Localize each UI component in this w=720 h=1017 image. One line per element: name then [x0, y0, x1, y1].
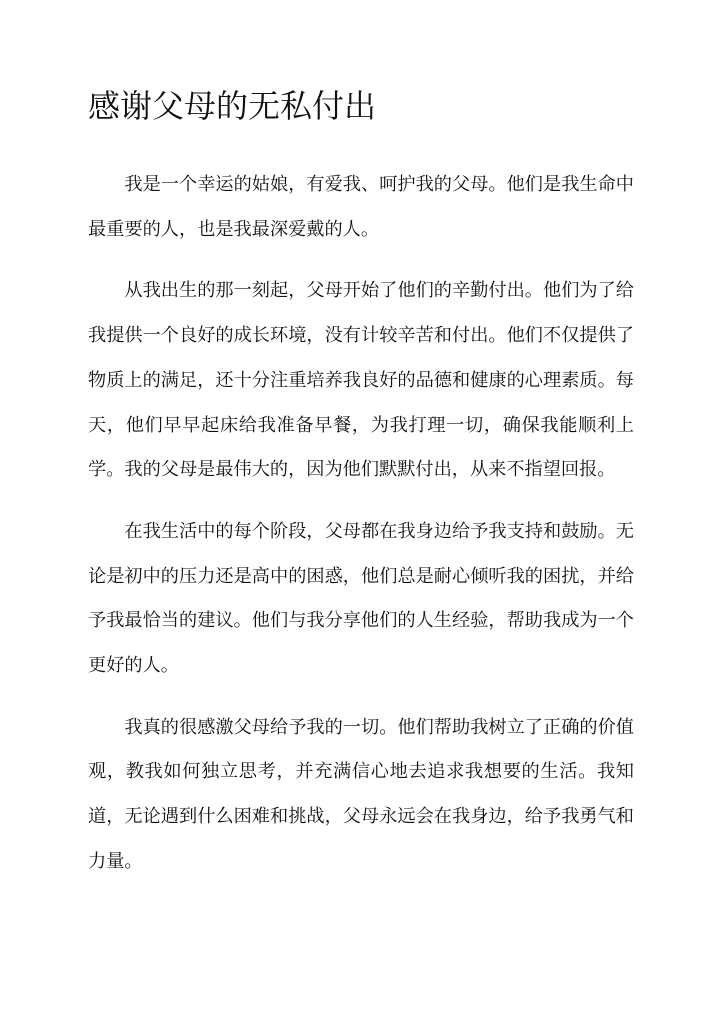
paragraph-1: 我是一个幸运的姑娘，有爱我、呵护我的父母。他们是我生命中最重要的人，也是我最深爱戴的人。 — [88, 174, 634, 240]
paragraph-2: 从我出生的那一刻起，父母开始了他们的辛勤付出。他们为了给我提供一个良好的成长环境，没有计较辛苦和付出。他们不仅提供了物质上的满足，还十分注重培养我良好的品德和健康的心理素质。每天，他们早早起床给我准备早餐，为我打理一切，确保我能顺利上学。我的父母是最伟大的，因为他们默默付出，从来不指望回报。 — [88, 280, 634, 481]
document-body — [88, 163, 634, 885]
paragraph-4: 我真的很感激父母给予我的一切。他们帮助我树立了正确的价值观，教我如何独立思考，并充满信心地去追求我想要的生活。我知道，无论遇到什么困难和挑战，父母永远会在我身边，给予我勇气和力量。 — [88, 716, 634, 872]
document-title: 感谢父母的无私付出 — [88, 87, 377, 125]
paragraph-3: 在我生活中的每个阶段，父母都在我身边给予我支持和鼓励。无论是初中的压力还是高中的困惑，他们总是耐心倾听我的困扰，并给予我最恰当的建议。他们与我分享他们的人生经验，帮助我成为一个更好的人。 — [88, 520, 634, 677]
